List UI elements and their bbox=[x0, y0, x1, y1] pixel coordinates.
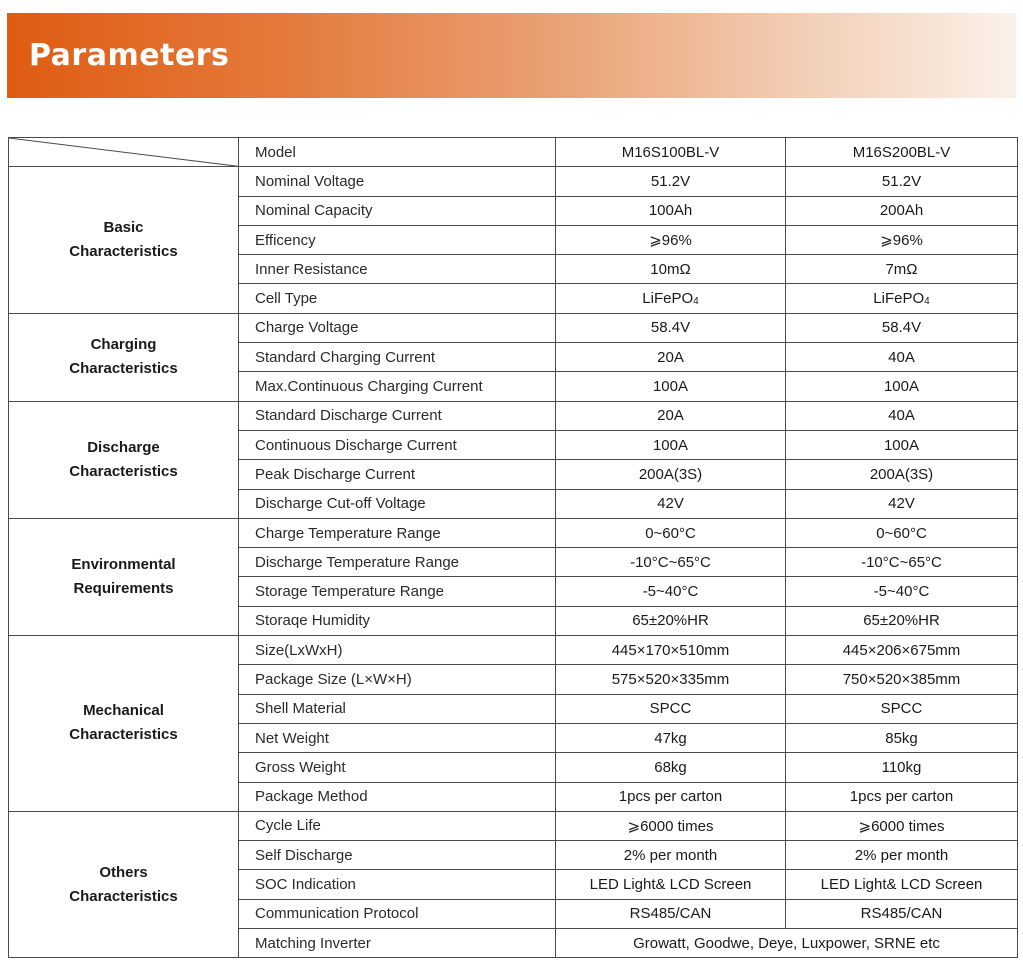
parameter-value bbox=[556, 870, 786, 899]
value-text: SPCC bbox=[649, 700, 692, 718]
value-text: 85kg bbox=[885, 729, 918, 747]
value-text: 0~60°C bbox=[645, 524, 696, 542]
parameter-value bbox=[786, 723, 1018, 752]
parameter-label: Nominal Capacity bbox=[239, 196, 556, 225]
parameter-label: Net Weight bbox=[239, 723, 556, 752]
parameter-value bbox=[786, 665, 1018, 694]
parameter-value: Growatt, Goodwe, Deye, Luxpower, SRNE etc bbox=[556, 929, 1018, 958]
parameter-value bbox=[556, 255, 786, 284]
parameter-value bbox=[786, 489, 1018, 518]
table-row bbox=[9, 401, 1018, 430]
parameter-value bbox=[786, 753, 1018, 782]
parameter-value bbox=[786, 841, 1018, 870]
group-title-line: Characteristics bbox=[69, 360, 178, 378]
value-text: 42V bbox=[657, 495, 684, 513]
table-row bbox=[9, 811, 1018, 840]
parameter-label: Matching Inverter bbox=[239, 929, 556, 958]
parameter-value bbox=[786, 811, 1018, 840]
parameter-value bbox=[786, 870, 1018, 899]
table-row bbox=[9, 636, 1018, 665]
group-title bbox=[9, 401, 239, 518]
parameter-value bbox=[556, 841, 786, 870]
parameter-label: Max.Continuous Charging Current bbox=[239, 372, 556, 401]
parameter-value bbox=[556, 723, 786, 752]
value-text: LiFePO bbox=[873, 290, 925, 308]
group-title bbox=[9, 518, 239, 635]
value-text: RS485/CAN bbox=[860, 905, 943, 923]
parameter-label: Storaqe Humidity bbox=[239, 606, 556, 635]
parameter-value bbox=[786, 225, 1018, 254]
group-title-line: Discharge bbox=[87, 438, 160, 456]
value-text: ⩾96% bbox=[880, 232, 923, 250]
parameter-value bbox=[556, 694, 786, 723]
group-title bbox=[9, 313, 239, 401]
parameter-value bbox=[786, 899, 1018, 928]
value-text: 100A bbox=[652, 378, 689, 396]
value-text: 2% per month bbox=[854, 846, 949, 864]
parameter-value bbox=[786, 430, 1018, 459]
group-title-line: Charging bbox=[90, 336, 157, 354]
value-text: 750×520×385mm bbox=[842, 670, 961, 688]
group-title bbox=[9, 636, 239, 812]
value-text: SPCC bbox=[880, 700, 923, 718]
parameters-table bbox=[8, 137, 1018, 958]
value-text: ⩾6000 times bbox=[858, 817, 945, 835]
parameter-label: Discharge Cut-off Voltage bbox=[239, 489, 556, 518]
diagonal-divider bbox=[9, 138, 238, 166]
parameter-value bbox=[556, 518, 786, 547]
value-text: 100A bbox=[883, 378, 920, 396]
parameter-value bbox=[786, 636, 1018, 665]
parameter-value bbox=[556, 401, 786, 430]
parameter-value bbox=[556, 782, 786, 811]
parameter-value bbox=[556, 313, 786, 342]
parameter-value bbox=[556, 753, 786, 782]
parameter-value bbox=[556, 225, 786, 254]
parameter-value bbox=[786, 372, 1018, 401]
value-text: 65±20%HR bbox=[632, 612, 709, 630]
parameter-label: Inner Resistance bbox=[239, 255, 556, 284]
parameter-value bbox=[556, 430, 786, 459]
model-row bbox=[9, 138, 1018, 167]
value-text: 51.2V bbox=[650, 172, 691, 190]
parameter-label: SOC Indication bbox=[239, 870, 556, 899]
parameter-value bbox=[556, 548, 786, 577]
group-title-line: Characteristics bbox=[69, 462, 178, 480]
parameter-value bbox=[556, 665, 786, 694]
parameter-label: Cycle Life bbox=[239, 811, 556, 840]
value-text: -5~40°C bbox=[873, 583, 930, 601]
parameter-value bbox=[556, 167, 786, 196]
parameter-value bbox=[786, 694, 1018, 723]
value-text: 110kg bbox=[881, 758, 922, 776]
group-title-line: Characteristics bbox=[69, 887, 178, 905]
parameter-value bbox=[556, 606, 786, 635]
value-text: 445×170×510mm bbox=[611, 641, 730, 659]
value-text: 40A bbox=[888, 348, 915, 366]
parameter-label: Standard Charging Current bbox=[239, 343, 556, 372]
parameter-value bbox=[556, 899, 786, 928]
value-text: 42V bbox=[888, 495, 915, 513]
value-text: LED Light& LCD Screen bbox=[820, 876, 983, 894]
value-text: 100Ah bbox=[648, 202, 693, 220]
group-title-line: Basic bbox=[103, 219, 144, 237]
value-text: 65±20%HR bbox=[863, 612, 940, 630]
parameter-value bbox=[556, 372, 786, 401]
parameter-value bbox=[556, 811, 786, 840]
value-text: 1pcs per carton bbox=[618, 788, 723, 806]
group-title-line: Others bbox=[99, 863, 148, 881]
parameter-value bbox=[556, 636, 786, 665]
parameter-value bbox=[786, 518, 1018, 547]
corner-cell bbox=[9, 138, 239, 167]
group-title-line: Characteristics bbox=[69, 726, 178, 744]
parameter-label: Charge Voltage bbox=[239, 313, 556, 342]
value-text: -5~40°C bbox=[642, 583, 699, 601]
parameter-value bbox=[786, 782, 1018, 811]
value-subscript: 4 bbox=[924, 296, 930, 308]
value-text: 200A(3S) bbox=[638, 465, 703, 483]
value-text: 1pcs per carton bbox=[849, 788, 954, 806]
table-row bbox=[9, 518, 1018, 547]
parameter-value bbox=[786, 460, 1018, 489]
parameter-value bbox=[556, 284, 786, 313]
group-title bbox=[9, 167, 239, 313]
value-text: ⩾96% bbox=[649, 232, 692, 250]
value-subscript: 4 bbox=[693, 296, 699, 308]
parameter-label: Charge Temperature Range bbox=[239, 518, 556, 547]
group-title bbox=[9, 811, 239, 957]
parameter-value bbox=[786, 196, 1018, 225]
value-text: 20A bbox=[657, 407, 684, 425]
parameter-value bbox=[556, 489, 786, 518]
value-text: RS485/CAN bbox=[629, 905, 712, 923]
parameter-value bbox=[786, 606, 1018, 635]
value-text: 575×520×335mm bbox=[611, 670, 730, 688]
parameter-value bbox=[786, 255, 1018, 284]
value-text: 200Ah bbox=[879, 202, 924, 220]
parameter-value bbox=[786, 343, 1018, 372]
parameter-value bbox=[786, 548, 1018, 577]
value-text: 445×206×675mm bbox=[842, 641, 961, 659]
value-text: ⩾6000 times bbox=[627, 817, 714, 835]
parameter-label: Communication Protocol bbox=[239, 899, 556, 928]
model-name: M16S100BL-V bbox=[556, 138, 786, 167]
group-title-line: Characteristics bbox=[69, 243, 178, 261]
value-text: 20A bbox=[657, 348, 684, 366]
parameter-label: Size(LxWxH) bbox=[239, 636, 556, 665]
parameter-label: Cell Type bbox=[239, 284, 556, 313]
parameter-label: Peak Discharge Current bbox=[239, 460, 556, 489]
value-text: 0~60°C bbox=[876, 524, 927, 542]
group-title-line: Requirements bbox=[73, 579, 174, 597]
parameter-value bbox=[556, 577, 786, 606]
parameter-label: Storage Temperature Range bbox=[239, 577, 556, 606]
group-title-line: Environmental bbox=[71, 555, 176, 573]
value-text: 68kg bbox=[654, 758, 687, 776]
parameter-label: Standard Discharge Current bbox=[239, 401, 556, 430]
value-text: 10mΩ bbox=[650, 260, 691, 278]
page-title: Parameters bbox=[29, 38, 230, 73]
parameter-value bbox=[786, 577, 1018, 606]
parameter-label: Efficency bbox=[239, 225, 556, 254]
value-text: 47kg bbox=[654, 729, 687, 747]
value-text: -10°C~65°C bbox=[630, 553, 711, 571]
value-text: LED Light& LCD Screen bbox=[589, 876, 752, 894]
value-text: 100A bbox=[883, 436, 920, 454]
parameter-label: Nominal Voltage bbox=[239, 167, 556, 196]
parameter-label: Continuous Discharge Current bbox=[239, 430, 556, 459]
value-text: 2% per month bbox=[623, 846, 718, 864]
value-text: 58.4V bbox=[650, 319, 691, 337]
parameter-label: Shell Material bbox=[239, 694, 556, 723]
header-banner bbox=[7, 13, 1016, 98]
value-text: 100A bbox=[652, 436, 689, 454]
parameter-value bbox=[786, 313, 1018, 342]
table-row bbox=[9, 167, 1018, 196]
value-text: 51.2V bbox=[881, 172, 922, 190]
parameter-label: Package Method bbox=[239, 782, 556, 811]
parameter-value bbox=[786, 167, 1018, 196]
parameter-value bbox=[556, 343, 786, 372]
parameter-label: Discharge Temperature Range bbox=[239, 548, 556, 577]
value-text: 58.4V bbox=[881, 319, 922, 337]
model-name: M16S200BL-V bbox=[786, 138, 1018, 167]
group-title-line: Mechanical bbox=[83, 702, 164, 720]
value-text: 200A(3S) bbox=[869, 465, 934, 483]
value-text: 7mΩ bbox=[885, 260, 918, 278]
parameter-label: Package Size (L×W×H) bbox=[239, 665, 556, 694]
table-row bbox=[9, 313, 1018, 342]
parameter-label: Self Discharge bbox=[239, 841, 556, 870]
parameter-value bbox=[556, 460, 786, 489]
value-text: LiFePO bbox=[642, 290, 694, 308]
value-text: 40A bbox=[888, 407, 915, 425]
parameter-value bbox=[786, 401, 1018, 430]
value-text: -10°C~65°C bbox=[861, 553, 942, 571]
parameter-value bbox=[556, 196, 786, 225]
parameter-label: Gross Weight bbox=[239, 753, 556, 782]
parameter-value bbox=[786, 284, 1018, 313]
model-label: Model bbox=[239, 138, 556, 167]
